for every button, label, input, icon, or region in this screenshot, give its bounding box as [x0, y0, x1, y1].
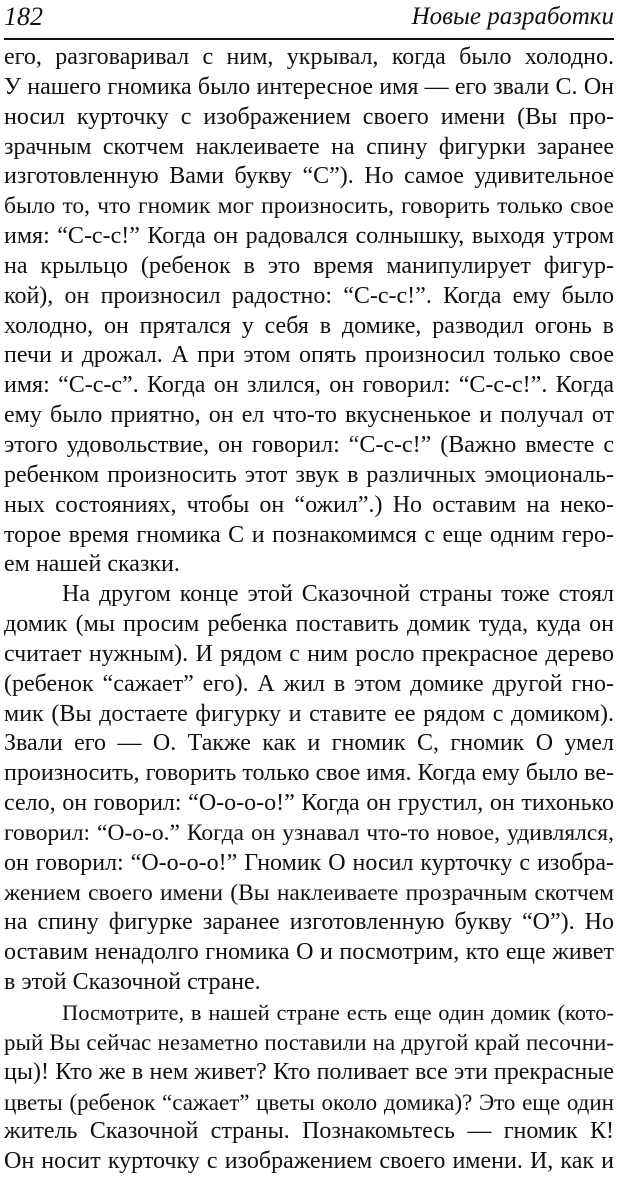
paragraph: [4, 580, 614, 998]
text-line: в этой Сказочной стране.: [4, 969, 261, 996]
text-line: Звали его — О. Также как и гномик С, гномик О умел: [4, 730, 614, 757]
text-line: ных состояниях, чтобы он “ожил”.) Но оставим на неко-: [4, 491, 614, 518]
running-head: [4, 0, 614, 40]
paragraph: [4, 998, 614, 1177]
paragraph: [4, 43, 614, 580]
text-line: зрачным скотчем наклеиваете на спину фигурки заранее: [4, 133, 614, 160]
text-line: имя: “С-с-с!” Когда он радовался солнышку, выходя утром: [4, 223, 614, 250]
text-line: произносить, говорить только свое имя. Когда ему было ве-: [4, 760, 614, 787]
text-line: имя: “С-с-с”. Когда он злился, он говорил: “С-с-с!”. Когда: [4, 372, 614, 399]
text-line: цы)! Кто же в нем живет? Кто поливает все эти прекрасные: [4, 1058, 614, 1085]
text-line: Он носит курточку с изображением своего имени. И, как и: [4, 1148, 614, 1175]
text-line: мик (Вы достаете фигурку и ставите ее рядом с домиком).: [4, 700, 614, 727]
section-title: Новые разработки: [411, 3, 614, 30]
text-line: носил курточку с изображением своего имени (Вы про-: [4, 103, 614, 130]
text-line: его, разговаривал с ним, укрывал, когда было холодно.: [4, 44, 614, 70]
text-line: говорил: “О-о-о.” Когда он узнавал что-то новое, удивлялся,: [4, 819, 614, 846]
text-line: холодно, он прятался у себя в домике, разводил огонь в: [4, 312, 614, 339]
text-line: печи и дрожал. А при этом опять произносил только свое: [4, 342, 614, 369]
text-line: этого удовольствие, он говорил: “С-с-с!” (Важно вместе с: [4, 431, 614, 458]
text-line: На другом конце этой Сказочной страны тоже стоял: [62, 581, 614, 608]
text-line: изготовленную Вами букву “С”). Но самое удивительное: [4, 163, 614, 190]
text-line: торое время гномика С и познакомимся с еще одним геро-: [4, 521, 614, 548]
text-line: У нашего гномика было интересное имя — его звали С. Он: [4, 73, 614, 100]
text-line: кой), он произносил радостно: “С-с-с!”. Когда ему было: [4, 282, 614, 309]
body-text: [4, 43, 614, 1177]
text-line: он говорил: “О-о-о-о!” Гномик О носил курточку с изобра-: [4, 849, 614, 876]
text-line: Посмотрите, в нашей стране есть еще один домик (кото-: [62, 1000, 614, 1025]
text-line: ребенком произносить этот звук в различных эмоциональ-: [4, 461, 614, 488]
text-line: житель Сказочной страны. Познакомьтесь — гномик К!: [4, 1118, 614, 1145]
text-line: цветы (ребенок “сажает” цветы около домика)? Это еще один: [4, 1089, 614, 1115]
text-line: рый Вы сейчас незаметно поставили на другой край песочни-: [4, 1029, 614, 1055]
page-number: 182: [4, 2, 43, 31]
text-line: оставим ненадолго гномика О и посмотрим, кто еще живет: [4, 939, 614, 966]
text-line: домик (мы просим ребенка поставить домик туда, куда он: [4, 611, 614, 638]
text-line: на спину фигурке заранее изготовленную букву “О”). Но: [4, 909, 614, 936]
text-line: село, он говорил: “О-о-о-о!” Когда он грустил, он тихонько: [4, 790, 614, 817]
text-line: ем нашей сказки.: [4, 551, 180, 578]
text-line: считает нужным). И рядом с ним росло прекрасное дерево: [4, 640, 614, 667]
text-line: (ребенок “сажает” его). А жил в этом домике другой гно-: [4, 670, 614, 697]
text-line: жением своего имени (Вы наклеиваете прозрачным скотчем: [4, 879, 614, 906]
text-line: было то, что гномик мог произносить, говорить только свое: [4, 193, 614, 220]
text-line: на крыльцо (ребенок в это время манипулирует фигур-: [4, 252, 614, 279]
text-line: ему было приятно, он ел что-то вкусненькое и получал от: [4, 402, 614, 429]
